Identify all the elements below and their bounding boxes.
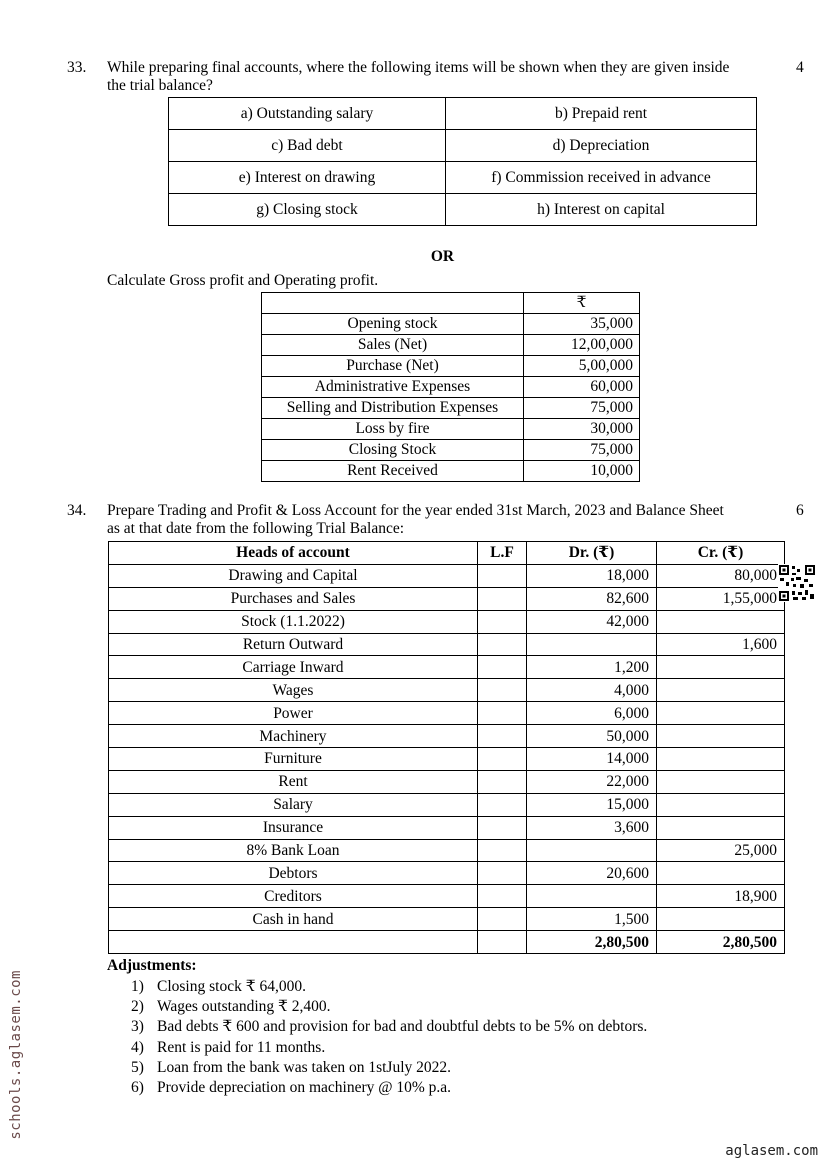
table-cell: f) Commission received in advance xyxy=(446,162,757,194)
table-cell xyxy=(478,793,527,816)
table-row xyxy=(169,162,757,194)
table-cell: Furniture xyxy=(109,748,478,771)
watermark: schools.aglasem.com xyxy=(8,970,24,1140)
table-cell xyxy=(657,702,785,725)
table-cell: Machinery xyxy=(109,725,478,748)
table-cell xyxy=(109,931,478,954)
table-row xyxy=(109,793,785,816)
footer-site: aglasem.com xyxy=(725,1143,818,1159)
table-cell: Sales (Net) xyxy=(262,335,524,356)
table-cell: Rent Received xyxy=(262,461,524,482)
table-row xyxy=(169,130,757,162)
item-text: Closing stock ₹ 64,000. xyxy=(157,978,306,995)
adjustments-title: Adjustments: xyxy=(107,957,197,974)
list-item xyxy=(131,977,647,997)
table-row xyxy=(109,770,785,793)
table-cell: h) Interest on capital xyxy=(446,194,757,226)
table-cell: Closing Stock xyxy=(262,440,524,461)
table-cell: Insurance xyxy=(109,816,478,839)
question-33-line2: the trial balance? xyxy=(107,77,213,94)
table-cell xyxy=(478,885,527,908)
table-row xyxy=(109,587,785,610)
table-cell: Carriage Inward xyxy=(109,656,478,679)
item-number: 1) xyxy=(131,978,144,995)
table-cell xyxy=(527,633,657,656)
table-row xyxy=(169,98,757,130)
table-cell: 18,000 xyxy=(527,564,657,587)
table-row xyxy=(109,885,785,908)
table-cell: 42,000 xyxy=(527,610,657,633)
table-row xyxy=(109,839,785,862)
table-cell: 25,000 xyxy=(657,839,785,862)
question-33-number: 33. xyxy=(67,59,87,76)
table-row xyxy=(262,461,640,482)
item-number: 4) xyxy=(131,1038,144,1056)
table-cell xyxy=(657,908,785,931)
table-cell: Administrative Expenses xyxy=(262,377,524,398)
question-34-number: 34. xyxy=(67,502,87,519)
table-cell: Power xyxy=(109,702,478,725)
table-row xyxy=(109,610,785,633)
item-text: Bad debts ₹ 600 and provision for bad and doubtful debts to be 5% on debtors. xyxy=(157,1018,648,1036)
table-row xyxy=(169,194,757,226)
table-cell: Debtors xyxy=(109,862,478,885)
adjustments-list xyxy=(131,977,647,1098)
list-item xyxy=(131,1078,647,1098)
item-text: Loan from the bank was taken on 1stJuly 2022. xyxy=(157,1058,452,1076)
item-text: Wages outstanding ₹ 2,400. xyxy=(157,998,331,1016)
table-cell: b) Prepaid rent xyxy=(446,98,757,130)
currency-header: ₹ xyxy=(524,293,640,314)
table-cell: 2,80,500 xyxy=(657,931,785,954)
table-row xyxy=(262,356,640,377)
question-34-line1: Prepare Trading and Profit & Loss Account for the year ended 31st March, 2023 and Balance Sheet xyxy=(107,502,724,519)
table-cell: 1,500 xyxy=(527,908,657,931)
item-number: 2) xyxy=(131,998,144,1016)
table-cell xyxy=(527,885,657,908)
table-cell xyxy=(478,770,527,793)
table-cell: 20,600 xyxy=(527,862,657,885)
table-cell: 2,80,500 xyxy=(527,931,657,954)
table-row xyxy=(109,862,785,885)
table-cell xyxy=(478,816,527,839)
table-row xyxy=(262,293,640,314)
table-cell xyxy=(527,839,657,862)
table-cell: c) Bad debt xyxy=(169,130,446,162)
question-34-marks: 6 xyxy=(796,502,804,519)
table-cell: 75,000 xyxy=(524,398,640,419)
table-cell xyxy=(478,587,527,610)
table-row xyxy=(262,335,640,356)
table-cell: 1,200 xyxy=(527,656,657,679)
table-cell: 1,600 xyxy=(657,633,785,656)
table-row xyxy=(262,440,640,461)
table-cell xyxy=(478,656,527,679)
table-cell xyxy=(478,862,527,885)
item-text: Rent is paid for 11 months. xyxy=(157,1038,326,1056)
qr-code-icon xyxy=(778,564,816,602)
table-cell xyxy=(657,816,785,839)
table-cell: 3,600 xyxy=(527,816,657,839)
table-row xyxy=(109,679,785,702)
question-34-line2: as at that date from the following Trial Balance: xyxy=(107,520,405,537)
table-cell: Rent xyxy=(109,770,478,793)
table-cell: a) Outstanding salary xyxy=(169,98,446,130)
table-cell: 18,900 xyxy=(657,885,785,908)
table-cell xyxy=(478,931,527,954)
table-cell: 50,000 xyxy=(527,725,657,748)
q33-alt-text: Calculate Gross profit and Operating profit. xyxy=(107,272,379,289)
table-cell: Selling and Distribution Expenses xyxy=(262,398,524,419)
column-header: Heads of account xyxy=(109,542,478,565)
table-cell: d) Depreciation xyxy=(446,130,757,162)
table-cell xyxy=(478,610,527,633)
question-33-marks: 4 xyxy=(796,59,804,76)
table-row xyxy=(109,564,785,587)
table-cell xyxy=(478,633,527,656)
table-row xyxy=(109,748,785,771)
item-text: Provide depreciation on machinery @ 10% p.a. xyxy=(157,1079,452,1097)
table-cell: 6,000 xyxy=(527,702,657,725)
table-cell xyxy=(478,748,527,771)
table-cell: e) Interest on drawing xyxy=(169,162,446,194)
column-header: L.F xyxy=(478,542,527,565)
table-cell: Creditors xyxy=(109,885,478,908)
q33-alt-table xyxy=(261,292,640,482)
column-header: Dr. (₹) xyxy=(527,542,657,565)
table-cell: Purchase (Net) xyxy=(262,356,524,377)
trial-balance-table xyxy=(108,541,785,954)
table-cell xyxy=(262,293,524,314)
list-item xyxy=(131,1058,647,1078)
question-34-text xyxy=(107,502,724,538)
table-cell: 14,000 xyxy=(527,748,657,771)
table-cell xyxy=(478,908,527,931)
total-row xyxy=(109,931,785,954)
table-row xyxy=(109,725,785,748)
table-cell xyxy=(657,770,785,793)
table-row xyxy=(262,314,640,335)
question-33-line1: While preparing final accounts, where the following items will be shown when they are given inside xyxy=(107,59,730,76)
column-header: Cr. (₹) xyxy=(657,542,785,565)
list-item xyxy=(131,997,647,1017)
table-cell xyxy=(478,679,527,702)
table-cell: 80,000 xyxy=(657,564,785,587)
table-cell: g) Closing stock xyxy=(169,194,446,226)
table-cell: 30,000 xyxy=(524,419,640,440)
table-cell xyxy=(657,656,785,679)
table-cell: Cash in hand xyxy=(109,908,478,931)
table-cell: Loss by fire xyxy=(262,419,524,440)
item-number: 6) xyxy=(131,1079,144,1097)
table-row xyxy=(262,398,640,419)
table-row xyxy=(109,908,785,931)
table-cell: Purchases and Sales xyxy=(109,587,478,610)
table-row xyxy=(109,633,785,656)
table-cell: 15,000 xyxy=(527,793,657,816)
table-cell xyxy=(478,725,527,748)
table-cell xyxy=(657,748,785,771)
table-cell: 60,000 xyxy=(524,377,640,398)
table-cell: 8% Bank Loan xyxy=(109,839,478,862)
or-label: OR xyxy=(430,248,455,265)
table-cell: 4,000 xyxy=(527,679,657,702)
table-row xyxy=(262,377,640,398)
table-cell xyxy=(657,793,785,816)
table-cell: 10,000 xyxy=(524,461,640,482)
table-cell xyxy=(478,564,527,587)
table-row xyxy=(109,702,785,725)
table-row xyxy=(109,656,785,679)
table-cell: 22,000 xyxy=(527,770,657,793)
question-33-text xyxy=(107,59,729,95)
table-cell: Drawing and Capital xyxy=(109,564,478,587)
table-cell xyxy=(657,862,785,885)
table-cell: 1,55,000 xyxy=(657,587,785,610)
q33-items-table xyxy=(168,97,757,226)
table-cell: Wages xyxy=(109,679,478,702)
table-cell: Opening stock xyxy=(262,314,524,335)
table-cell: 5,00,000 xyxy=(524,356,640,377)
item-number: 3) xyxy=(131,1018,144,1036)
table-header-row xyxy=(109,542,785,565)
list-item xyxy=(131,1017,647,1037)
table-row xyxy=(262,419,640,440)
table-cell xyxy=(657,610,785,633)
item-number: 5) xyxy=(131,1058,144,1076)
table-cell: 82,600 xyxy=(527,587,657,610)
table-cell xyxy=(657,679,785,702)
table-cell xyxy=(478,702,527,725)
table-cell: 12,00,000 xyxy=(524,335,640,356)
table-cell xyxy=(657,725,785,748)
table-row xyxy=(109,816,785,839)
table-cell xyxy=(478,839,527,862)
table-cell: 75,000 xyxy=(524,440,640,461)
list-item xyxy=(131,1038,647,1058)
table-cell: Salary xyxy=(109,793,478,816)
table-cell: Return Outward xyxy=(109,633,478,656)
table-cell: 35,000 xyxy=(524,314,640,335)
table-cell: Stock (1.1.2022) xyxy=(109,610,478,633)
